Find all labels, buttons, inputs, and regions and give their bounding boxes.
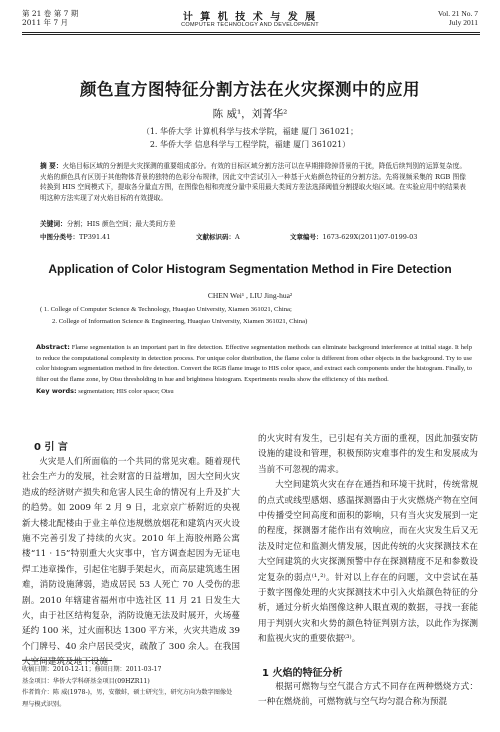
keywords-text-cn: 分割；HIS 颜色空间；最大类间方差 (66, 220, 176, 228)
keywords-cn (40, 219, 466, 230)
volume-issue-cn: 第 21 卷 第 7 期 (22, 9, 79, 18)
issue-info-en (438, 9, 478, 27)
date-en: July 2011 (448, 18, 478, 27)
clc-number (40, 232, 110, 241)
keywords-label-cn: 关键词： (40, 220, 67, 228)
header-rule-secondary (22, 34, 480, 35)
footnotes (22, 664, 237, 710)
abstract-text-en: Flame segmentation is an important part in fire detection. Effective segmentation methods can eliminate background interference at initial stage. It help to reduce the computational complexity in detection process. For unique color distribution, the flame color is different from other objects in the background. Try to use color histogram segmentation method in fire detection. Convert the RGB flame image to HIS color space, and extract each components under the histogram. Finally, to filter out the flame zone, by Otsu thresholding in hue and brightness histogram. Experiments results show the efficiency of this method. (36, 344, 472, 384)
received-date: 收稿日期：2010-12-11；修回日期：2011-03-17 (22, 666, 162, 673)
authors-cn: 陈 威¹，刘菁华² (212, 108, 288, 120)
right-paragraph-2: 大空间建筑火灾在存在通挡和环境干扰时，传统常规的点式或线型感烟、感温探测器由于火灾燃烧产物在空间中传播受空间高度和面积的影响，只有当火灾发展到一定的程度，探测器才能作出有效响应，而在火灾发生后又无法及时定位和监测火情发展，因此传统的火灾探测技术在大空间建筑的火灾探测预警中存在探测精度不足和参数设定复杂的弱点⁽¹,²⁾。针对以上存在的问题，文中尝试在基于数字图像处理的火灾探测技术中引入火焰颜色特征的分析，通过分析火焰图像这种人眼直观的数据，寻找一套能用于判别火灾和火势的颜色特征判别方法，以此作为探测和监视火灾的重要依据⁽³⁾。 (258, 480, 478, 645)
intro-paragraph: 火灾是人们所面临的一个共同的常见灾难。随着现代社会生产力的发展，社会财富的日益增加，因大空间火灾造成的经济财产损失和危害人民生命的情况有上升及扩大的趋势。如 2009 年 2 月 9 日，北京京广桥附近的央视新大楼北配楼由于业主单位违规燃放烟花和建筑内灭火设施不完善引发了持续的火灾。2010 年上海胶州路公寓楼“11 · 15”特别重大火灾事中，官方调查起因为无证电焊工违章操作，引起住宅脚手架起火，而高层建筑逃生困难，消防设施薄弱，造成居民 53 人死亡 70 人受伤的悲剧。2010 年辖建省福州市中选社区 11 月 21 日发生大火，由于社区结构复杂，消防设施无法及时展开，火场蔓延约 100 米，过火面积达 1300 平方米，火灾共造成 39 个门牌号、40 余户居民受灾，疏散了 300 余人。在我国大空间建筑及地下设施 (22, 457, 240, 668)
article-no-value: 1673-629X(2011)07-0199-03 (322, 233, 418, 241)
volume-issue-en: Vol. 21 No. 7 (437, 9, 478, 18)
section1-text: 根据可燃物与空气混合方式不同存在两种燃烧方式：一种在燃烧前，可燃物就与空气均匀混合称为预混 (258, 682, 478, 708)
doc-code-label: 文献标识码： (196, 233, 235, 241)
footnote-rule (22, 660, 112, 661)
paper-title-cn: 颜色直方图特征分割方法在火灾探测中的应用 (80, 80, 420, 99)
section-heading-introduction: 0 引 言 (34, 442, 68, 453)
section-heading-flame-features: 1 火焰的特征分析 (262, 668, 343, 679)
right-paragraph-1: 的火灾时有发生，已引起有关方面的重视，因此加强安防设施的建设和管理，积极预防灾难事件的发生和发展成为当前不可忽视的需求。 (258, 434, 478, 475)
abstract-cn (40, 161, 466, 203)
clc-label: 中图分类号： (40, 233, 79, 241)
document-code (196, 232, 240, 241)
left-column (22, 455, 240, 668)
authors-en: CHEN Wei¹ , LIU Jing-hua² (207, 291, 293, 300)
paper-title-en: Application of Color Histogram Segmentation Method in Fire Detection (48, 262, 452, 276)
abstract-label-en: Abstract: (36, 343, 70, 351)
funding: 基金项目：华侨大学科研基金项目(09HZR11) (22, 677, 150, 685)
article-no-label: 文章编号： (290, 233, 323, 241)
author-bio: 作者简介：陈 威(1978-)，男，安徽蚌，硕士研究生，研究方向为数字图像处理与模式识别。 (22, 689, 233, 708)
affiliation-en-2: 2. College of Information Science & Engineering, Huaqiao University, Xiamen 361021, China) (52, 318, 308, 325)
right-column (258, 432, 478, 650)
abstract-text-cn: 火焰目标区域的分割是火灾探测的重要组成部分。有效的目标区域分割方法可以在早期排除掉背景的干扰，降低后续判别的运算复杂度。火焰的颜色具有区别于其他物体背景的独特的色彩分布规律，因此文中尝试引入一种基于火焰颜色特征的分割方法。先将视频采集的 RGB 图像转换到 HIS 空间模式下，提取各分量直方图，在图像色相和亮度分量中采用最大类间方差法选择阈值分割提取火焰区域。在实验应用中的结果表明这种方法实现了对火焰目标的有效提取。 (40, 162, 467, 202)
abstract-en (36, 342, 472, 398)
abstract-label-cn: 摘 要： (40, 162, 63, 170)
affiliation-cn-1: （1. 华侨大学 计算机科学与技术学院，福建 厦门 361021； (141, 127, 359, 136)
affiliation-en-1: ( 1. College of Computer Science & Technology, Huaqiao University, Xiamen 361021, China; (40, 306, 292, 313)
affiliation-cn-2: 2. 华侨大学 信息科学与工程学院，福建 厦门 361021） (149, 140, 351, 149)
article-number (290, 232, 417, 241)
journal-title-en: COMPUTER TECHNOLOGY AND DEVELOPMENT (181, 22, 319, 28)
header-rule (22, 32, 480, 33)
journal-title-cn: 计 算 机 技 术 与 发 展 (182, 12, 318, 23)
doc-code-value: A (235, 233, 240, 241)
keywords-label-en: Key words: (36, 386, 77, 395)
clc-value: TP391.41 (79, 233, 111, 241)
date-cn: 2011 年 7 月 (22, 18, 69, 27)
keywords-text-en: segmentation; HIS color space; Otsu (78, 387, 174, 395)
